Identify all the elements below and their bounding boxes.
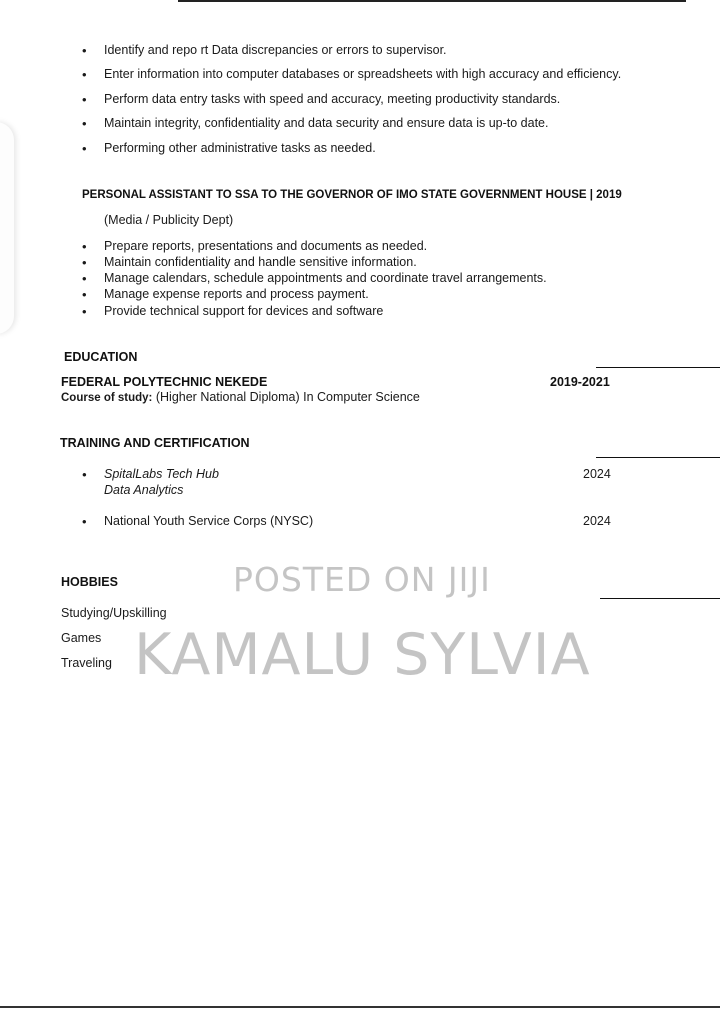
top-rule: [178, 0, 686, 2]
list-item: • Manage calendars, schedule appointments and coordinate travel arrangements.: [104, 271, 547, 286]
list-item: • Perform data entry tasks with speed and accuracy, meeting productivity standards.: [104, 92, 560, 107]
list-item: • Manage expense reports and process payment.: [104, 287, 369, 302]
list-item: • Identify and repo rt Data discrepancies or errors to supervisor.: [104, 43, 447, 58]
page-edge-shadow: [0, 122, 14, 334]
education-years: 2019-2021: [550, 375, 610, 389]
job-title: PERSONAL ASSISTANT TO SSA TO THE GOVERNOR OF IMO STATE GOVERNMENT HOUSE | 2019: [82, 189, 622, 201]
bottom-rule: [0, 1006, 720, 1008]
training-item-detail: Data Analytics: [104, 483, 184, 497]
list-item: • Maintain confidentiality and handle sensitive information.: [104, 255, 417, 270]
list-item: • Maintain integrity, confidentiality and data security and ensure data is up-to date.: [104, 116, 548, 131]
list-item: • Provide technical support for devices and software: [104, 304, 383, 319]
training-item-name: • National Youth Service Corps (NYSC): [104, 514, 313, 529]
list-item: • Performing other administrative tasks as needed.: [104, 141, 376, 156]
course-value: (Higher National Diploma) In Computer Science: [155, 390, 420, 404]
course-of-study: [61, 390, 420, 406]
training-heading: TRAINING AND CERTIFICATION: [60, 436, 250, 450]
training-item-name: • SpitalLabs Tech Hub: [104, 467, 219, 482]
list-item: • Prepare reports, presentations and documents as needed.: [104, 239, 427, 254]
training-item-year: 2024: [583, 514, 611, 528]
hobbies-heading: HOBBIES: [61, 575, 118, 589]
hobby-item: Studying/Upskilling: [61, 606, 167, 620]
course-label: Course of study:: [61, 392, 153, 404]
hobby-item: Games: [61, 631, 102, 645]
hobby-item: Traveling: [61, 656, 112, 670]
training-item-year: 2024: [583, 467, 611, 481]
list-item: • Enter information into computer databases or spreadsheets with high accuracy and efficiency.: [104, 67, 621, 82]
section-rule: [600, 598, 720, 599]
job-department: (Media / Publicity Dept): [104, 213, 234, 227]
watermark-posted: POSTED ON JIJI: [233, 560, 491, 599]
section-rule: [596, 457, 720, 458]
section-rule: [596, 367, 720, 368]
watermark-name: KAMALU SYLVIA: [134, 622, 591, 688]
school-name: FEDERAL POLYTECHNIC NEKEDE: [61, 375, 268, 389]
education-heading: EDUCATION: [64, 350, 138, 364]
